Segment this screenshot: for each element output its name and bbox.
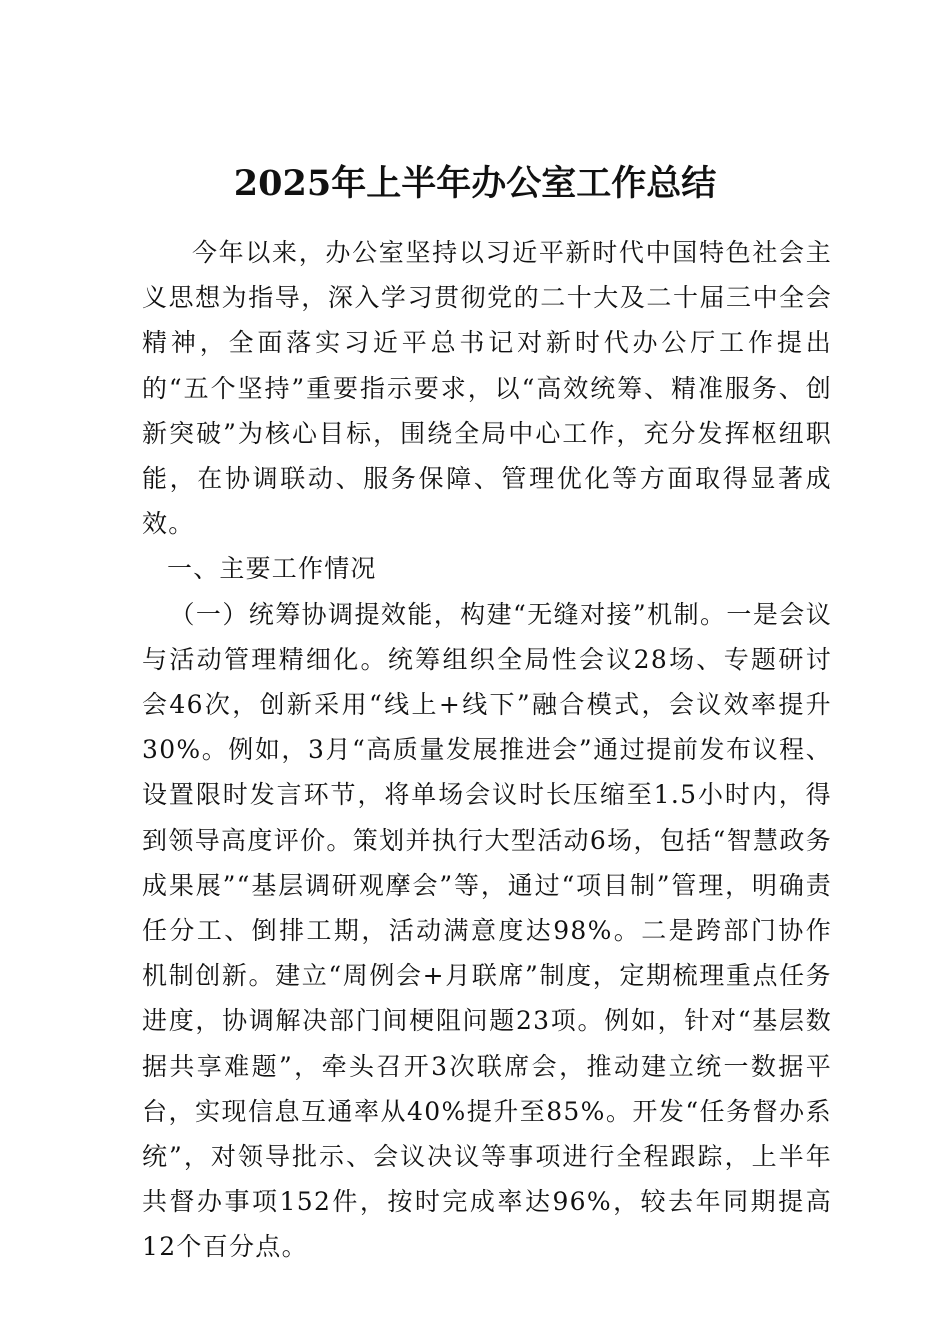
section-heading-main-work: 一、主要工作情况 bbox=[167, 554, 377, 584]
document-body bbox=[142, 230, 832, 1270]
intro-paragraph: 今年以来，办公室坚持以习近平新时代中国特色社会主义思想为指导，深入学习贯彻党的二十大及二十届三中全会精神，全面落实习近平总书记对新时代办公厅工作提出的“五个坚持”重要指示要求，以“高效统筹、精准服务、创新突破”为核心目标，围绕全局中心工作，充分发挥枢纽职能，在协调联动、服务保障、管理优化等方面取得显著成效。 bbox=[142, 238, 832, 539]
document-title: 2025年上半年办公室工作总结 bbox=[233, 163, 717, 205]
paragraph-coordination: （一）统筹协调提效能，构建“无缝对接”机制。一是会议与活动管理精细化。统筹组织全局性会议28场、专题研讨会46次，创新采用“线上+线下”融合模式，会议效率提升30%。例如，3月“高质量发展推进会”通过提前发布议程、设置限时发言环节，将单场会议时长压缩至1.5小时内，得到领导高度评价。策划并执行大型活动6场，包括“智慧政务成果展”“基层调研观摩会”等，通过“项目制”管理，明确责任分工、倒排工期，活动满意度达98%。二是跨部门协作机制创新。建立“周例会+月联席”制度，定期梳理重点任务进度，协调解决部门间梗阻问题23项。例如，针对“基层数据共享难题”，牵头召开3次联席会，推动建立统一数据平台，实现信息互通率从40%提升至85%。开发“任务督办系统”，对领导批示、会议决议等事项进行全程跟踪，上半年共督办事项152件，按时完成率达96%，较去年同期提高12个百分点。 bbox=[142, 599, 832, 1262]
